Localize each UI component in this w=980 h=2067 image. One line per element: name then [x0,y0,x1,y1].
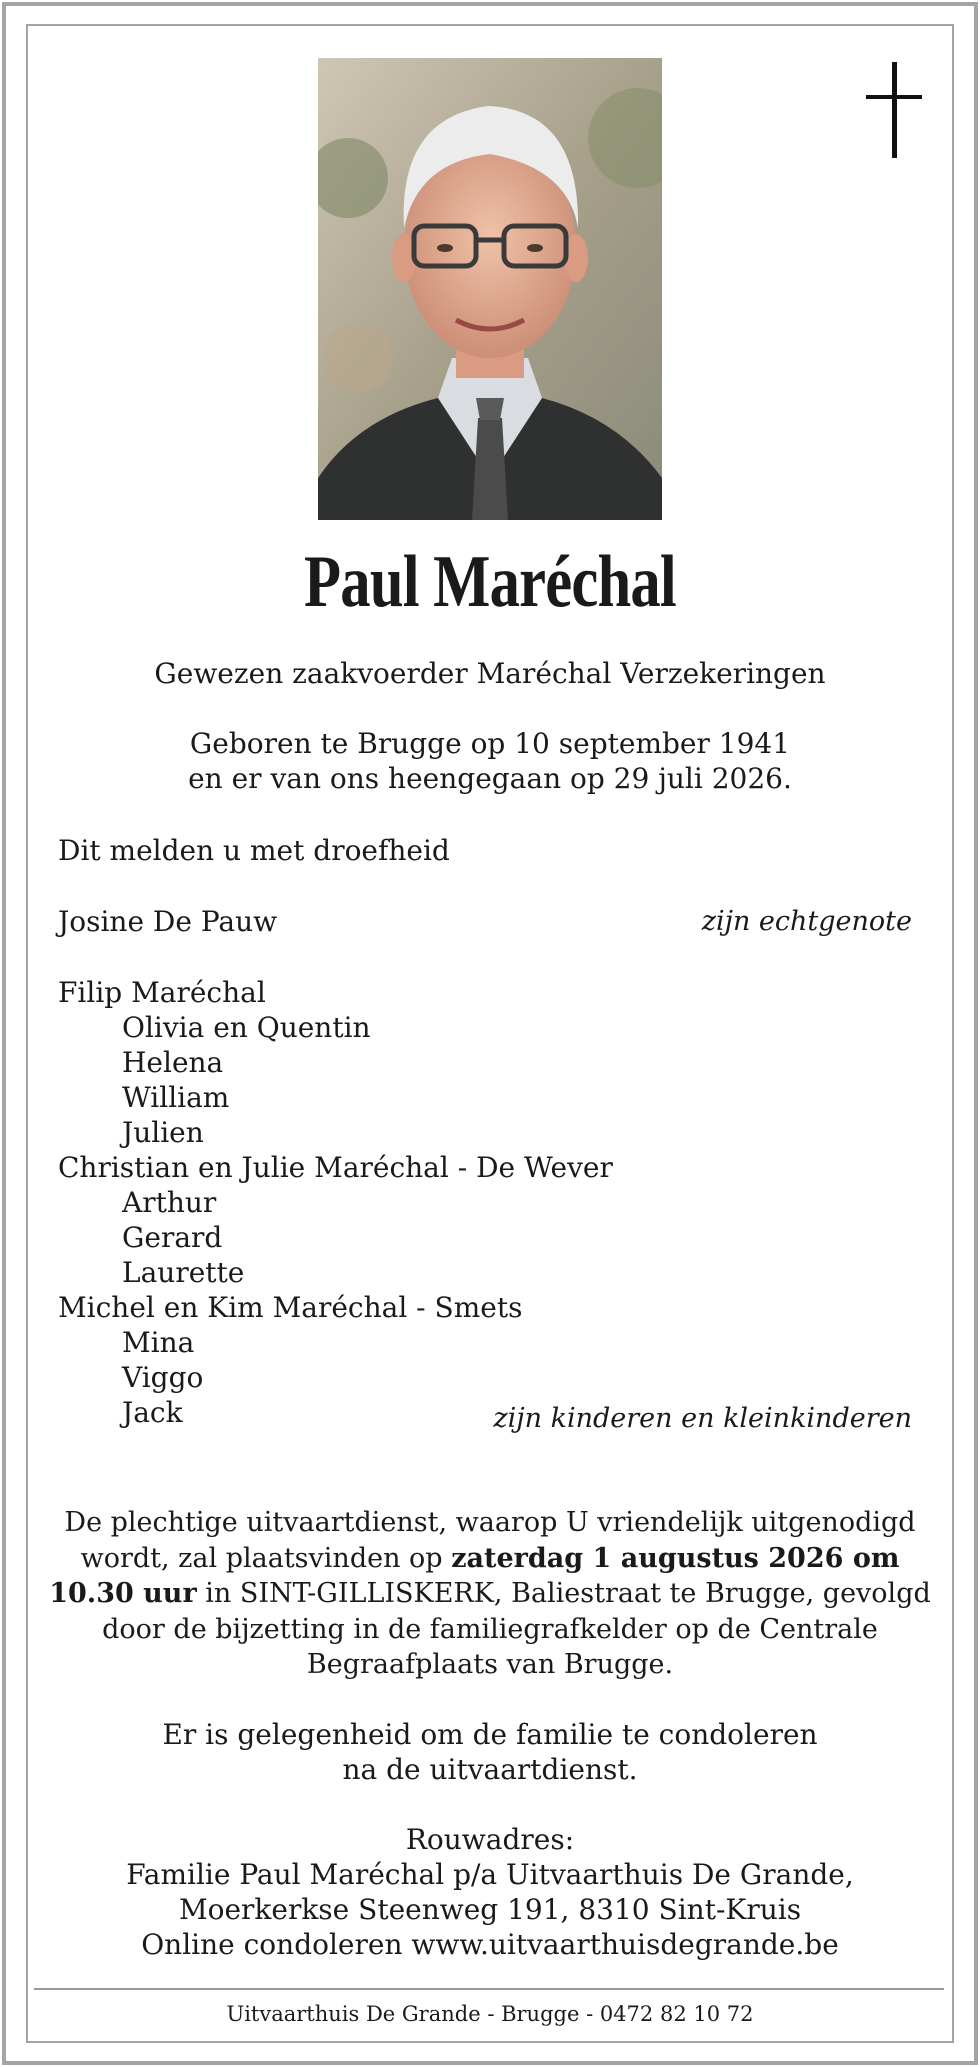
spouse-relation: zijn echtgenote [701,906,912,937]
service-text-before: De plechtige uitvaartdienst, waarop U vriendelijk uitgenodigd wordt, zal plaatsvinden op [64,1507,916,1574]
address-line-2: Moerkerkse Steenweg 191, 8310 Sint-Kruis [178,1893,802,1926]
family-member: Julien [122,1116,204,1149]
family-member: Michel en Kim Maréchal - Smets [58,1291,523,1324]
family-list [58,975,613,1430]
condolence-line-2: na de uitvaartdienst. [342,1753,638,1786]
portrait-photo [318,58,662,520]
condolence-line-1: Er is gelegenheid om de familie te condoleren [162,1718,818,1751]
address-heading: Rouwadres: [405,1823,575,1856]
service-text-after: in SINT-GILLISKERK, Baliestraat te Brugge, gevolgd door de bijzetting in de familiegrafkelder op de Centrale Begraafplaats van Brugge. [102,1578,931,1680]
family-member: William [122,1081,230,1114]
footer-text: Uitvaarthuis De Grande - Brugge - 0472 82 10 72 [226,2002,754,2026]
cross-icon [866,62,922,158]
family-member: Gerard [122,1221,223,1254]
deceased-name: Paul Maréchal [304,541,676,623]
family-member: Laurette [122,1256,245,1289]
intro-text: Dit melden u met droefheid [58,834,450,867]
spouse-name: Josine De Pauw [58,905,278,938]
footer-divider [34,1988,944,1990]
family-member: Christian en Julie Maréchal - De Wever [58,1151,613,1184]
service-paragraph [48,1505,932,1683]
children-relation: zijn kinderen en kleinkinderen [493,1403,912,1434]
family-member: Arthur [122,1186,217,1219]
family-member: Mina [122,1326,195,1359]
family-member: Jack [122,1396,183,1429]
service-date: zaterdag 1 augustus 2026 om 10.30 uur [49,1542,900,1609]
family-member: Viggo [122,1361,204,1394]
family-member: Olivia en Quentin [122,1011,371,1044]
family-member: Filip Maréchal [58,976,266,1009]
address-line-3: Online condoleren www.uitvaarthuisdegrande.be [141,1928,839,1961]
born-line: Geboren te Brugge op 10 september 1941 [189,727,791,760]
address-line-1: Familie Paul Maréchal p/a Uitvaarthuis De Grande, [126,1858,854,1891]
family-member: Helena [122,1046,224,1079]
occupation: Gewezen zaakvoerder Maréchal Verzekeringen [154,657,826,690]
died-line: en er van ons heengegaan op 29 juli 2026. [188,762,792,795]
